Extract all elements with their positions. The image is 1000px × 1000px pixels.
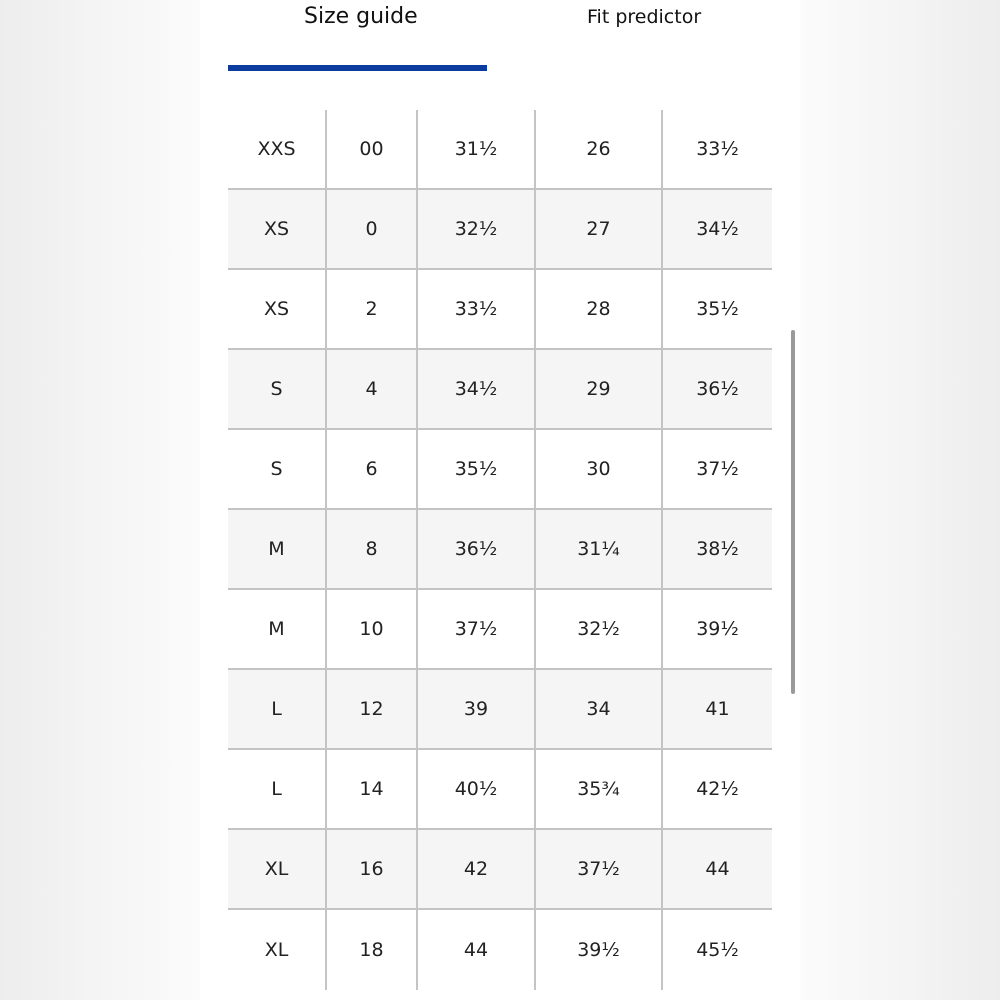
table-cell: 45½ — [696, 939, 739, 961]
table-cell: 31¼ — [535, 509, 662, 589]
table-row — [228, 909, 772, 990]
table-cell: L — [228, 749, 326, 829]
table-cell: L — [228, 669, 326, 749]
table-cell: 14 — [326, 749, 417, 829]
table-cell: 44 — [662, 829, 772, 909]
table-row — [228, 349, 772, 429]
vertical-scrollbar[interactable] — [791, 330, 795, 694]
table-cell: 33½ — [662, 110, 772, 189]
table-cell: 30 — [535, 429, 662, 509]
table-row — [228, 749, 772, 829]
table-cell: 34½ — [417, 349, 535, 429]
table-cell: 32½ — [417, 189, 535, 269]
table-cell: 32½ — [535, 589, 662, 669]
table-cell: 37½ — [662, 429, 772, 509]
table-row — [228, 429, 772, 509]
table-cell: 39½ — [662, 589, 772, 669]
table-cell: 29 — [535, 349, 662, 429]
table-cell: 37½ — [417, 589, 535, 669]
table-cell: 10 — [326, 589, 417, 669]
table-row — [228, 589, 772, 669]
size-table — [228, 110, 772, 990]
tab-fit-predictor[interactable] — [500, 0, 780, 72]
active-tab-indicator — [228, 65, 487, 71]
table-cell: XS — [228, 189, 326, 269]
table-cell: 34 — [535, 669, 662, 749]
table-cell: 36½ — [662, 349, 772, 429]
table-row — [228, 189, 772, 269]
tab-bar — [200, 0, 800, 72]
table-cell: S — [228, 349, 326, 429]
table-cell: 35½ — [417, 429, 535, 509]
table-cell: 39 — [417, 669, 535, 749]
table-cell: 36½ — [417, 509, 535, 589]
table-cell: 35½ — [662, 269, 772, 349]
table-row — [228, 110, 772, 189]
table-cell: 33½ — [417, 269, 535, 349]
table-cell: 42½ — [662, 749, 772, 829]
table-cell: 34½ — [662, 189, 772, 269]
table-cell: 16 — [326, 829, 417, 909]
size-guide-panel — [200, 0, 800, 1000]
table-cell: 18 — [326, 909, 417, 990]
table-cell: XL — [228, 829, 326, 909]
table-cell: 37½ — [535, 829, 662, 909]
table-cell: 28 — [535, 269, 662, 349]
table-cell: M — [228, 509, 326, 589]
table-cell: 00 — [326, 110, 417, 189]
table-cell: 35¾ — [535, 749, 662, 829]
table-row — [228, 269, 772, 349]
table-cell: 40½ — [417, 749, 535, 829]
table-cell: 12 — [326, 669, 417, 749]
table-cell: XXS — [228, 110, 326, 189]
table-cell: 41 — [662, 669, 772, 749]
table-cell: XL — [228, 909, 326, 990]
table-cell: 31½ — [417, 110, 535, 189]
table-row — [228, 669, 772, 749]
table-cell: 27 — [535, 189, 662, 269]
tab-fit-predictor-label: Fit predictor — [587, 6, 702, 28]
table-cell: S — [228, 429, 326, 509]
table-cell: 6 — [326, 429, 417, 509]
table-row — [228, 829, 772, 909]
table-row — [228, 509, 772, 589]
table-cell: 42 — [417, 829, 535, 909]
table-cell: 44 — [417, 909, 535, 990]
table-cell: 0 — [326, 189, 417, 269]
tab-size-guide[interactable] — [228, 0, 487, 72]
table-cell: 4 — [326, 349, 417, 429]
table-cell: XS — [228, 269, 326, 349]
table-cell: 39½ — [535, 909, 662, 990]
table-cell: 38½ — [662, 509, 772, 589]
tab-size-guide-label: Size guide — [304, 4, 418, 29]
size-table-container — [228, 110, 772, 968]
table-cell: 2 — [326, 269, 417, 349]
table-cell: M — [228, 589, 326, 669]
table-cell: 8 — [326, 509, 417, 589]
table-cell: 26 — [535, 110, 662, 189]
